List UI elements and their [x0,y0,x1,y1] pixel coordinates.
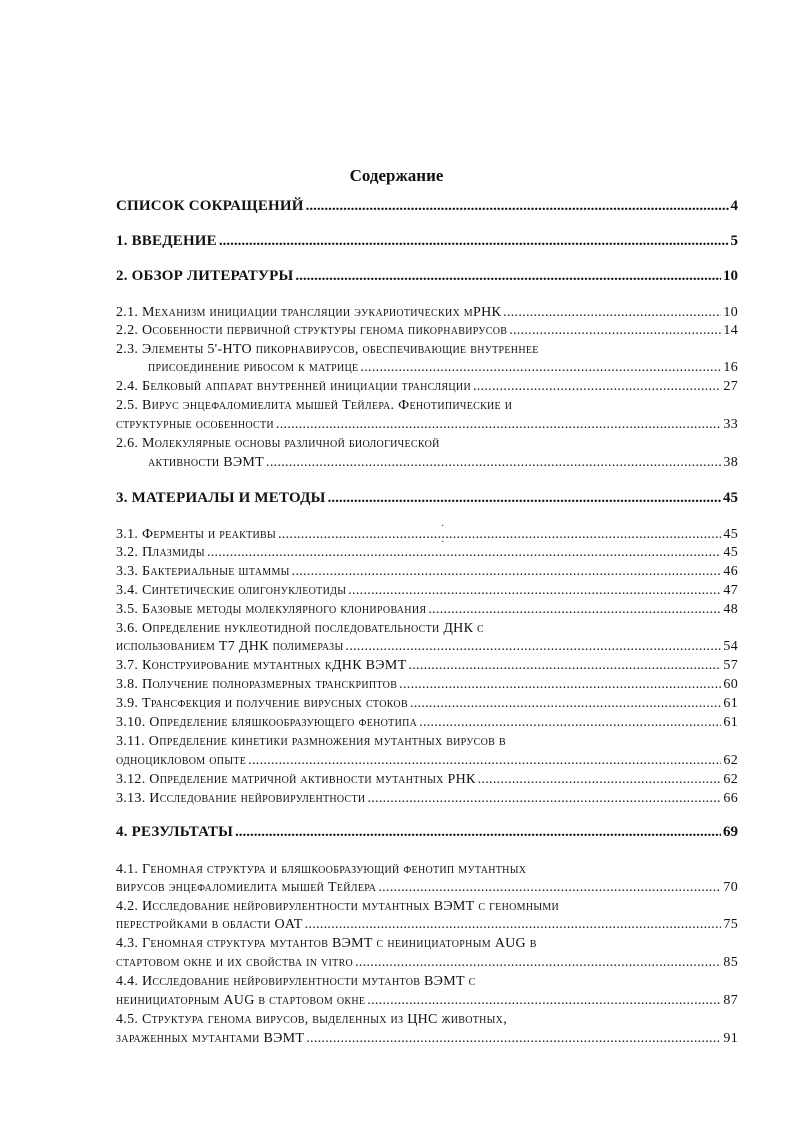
toc-entry-label: перестройками в области OAT [116,917,303,932]
toc-page-number: 4 [730,198,738,214]
toc-section-materials-methods[interactable] [116,491,738,506]
toc-page-number: 70 [723,880,738,895]
leader-dots [328,491,721,506]
toc-entry-label: 3.13. Исследование нейровирулентности [116,791,366,806]
toc-entry[interactable] [116,437,738,451]
toc-entry-continuation[interactable] [116,1032,738,1046]
leader-dots [408,659,721,673]
toc-entry-label: неинициаторным AUG в стартовом окне [116,993,366,1008]
toc-entry[interactable] [116,603,738,617]
leader-dots [306,1032,721,1046]
page-title: Содержание [349,166,444,185]
toc-page-number: 38 [723,455,738,470]
toc-page-number: 14 [723,323,738,338]
leader-dots [266,456,721,470]
toc-entry-label: 4.5. Структура генома вирусов, выделенных из ЦНС животных, [116,1012,507,1027]
leader-dots [219,234,729,249]
toc-page-number: 10 [723,305,738,320]
toc-page-number: 45 [723,490,738,506]
toc-entry-label: 3.12. Определение матричной активности мутантных РНК [116,772,476,787]
toc-entry-label: 2.1. Механизм инициации трансляции эукариотических мРНК [116,305,502,320]
toc-entry[interactable] [116,306,738,320]
toc-section-literature-review[interactable] [116,269,738,284]
toc-page-number: 47 [723,583,738,598]
toc-page-number: 16 [723,360,738,375]
toc-section-label: 1. ВВЕДЕНИЕ [116,233,217,249]
toc-entry-label: 3.3. Бактериальные штаммы [116,564,290,579]
toc-entry-label: 3.4. Синтетические олигонуклеотиды [116,583,347,598]
toc-entry-label: 3.1. Ферменты и реактивы [116,527,276,542]
toc-entry-continuation[interactable] [148,361,738,375]
leader-dots [346,640,722,654]
toc-entry-label: 2.3. Элементы 5'-НТО пикорнавирусов, обеспечивающие внутреннее [116,342,539,357]
leader-dots [305,918,722,932]
toc-section-label: СПИСОК СОКРАЩЕНИЙ [116,198,304,214]
leader-dots [348,584,721,598]
leader-dots [292,565,722,579]
toc-page-number: 66 [723,791,738,806]
toc-page-number: 45 [723,527,738,542]
toc-section-label: 2. ОБЗОР ЛИТЕРАТУРЫ [116,268,294,284]
toc-page-number: 62 [723,772,738,787]
toc-page-number: 91 [723,1031,738,1046]
toc-page-number: 69 [723,824,738,840]
leader-dots [419,716,721,730]
toc-entry-label: 3.11. Определение кинетики размножения мутантных вирусов в [116,734,506,749]
toc-page-number: 61 [723,696,738,711]
toc-entry[interactable] [116,716,738,730]
leader-dots [295,269,721,284]
toc-entry-label: 3.6. Определение нуклеотидной последовательности ДНК с [116,621,484,636]
toc-entry[interactable] [116,678,738,692]
toc-entry-label: 2.5. Вирус энцефаломиелита мышей Тейлера. Фенотипические и [116,398,513,413]
toc-entry[interactable] [116,659,738,673]
toc-entry[interactable] [116,380,738,394]
leader-dots [428,603,721,617]
leader-dots [207,546,721,560]
toc-entry[interactable] [116,1013,738,1027]
toc-entry-label: зараженных мутантами ВЭМТ [116,1031,305,1046]
toc-page-number: 85 [723,955,738,970]
toc-entry-continuation[interactable] [148,456,738,470]
toc-entry-label: 2.2. Особенности первичной структуры генома пикорнавирусов [116,323,508,338]
toc-page-number: 60 [723,677,738,692]
toc-entry[interactable] [116,773,738,787]
leader-dots [235,825,721,840]
toc-entry-label: активности ВЭМТ [148,455,265,470]
toc-page-number: 48 [723,602,738,617]
leader-dots [278,528,721,542]
toc-section-label: 3. МАТЕРИАЛЫ И МЕТОДЫ [116,490,326,506]
leader-dots [503,306,721,320]
toc-page-number: 62 [723,753,738,768]
toc-entry-continuation[interactable] [116,881,738,895]
toc-entry-label: 2.4. Белковый аппарат внутренней инициации трансляции [116,379,471,394]
toc-entry[interactable] [116,735,738,749]
toc-entry-label: 3.8. Получение полноразмерных транскриптов [116,677,398,692]
toc-entry[interactable] [116,863,738,877]
toc-entry-label: 2.6. Молекулярные основы различной биологической [116,436,440,451]
toc-entry-label: 3.10. Определение бляшкообразующего фенотипа [116,715,418,730]
leader-dots [378,881,721,895]
toc-entry-continuation[interactable] [116,754,738,768]
toc-section-results[interactable] [116,825,738,840]
scan-mark: · [441,537,445,548]
toc-entry[interactable] [116,792,738,806]
toc-page-number: 5 [730,233,738,249]
toc-page-number: 61 [723,715,738,730]
toc-entry[interactable] [116,324,738,338]
toc-entry[interactable] [116,343,738,357]
toc-entry[interactable] [116,937,738,951]
toc-entry-label: использованием Т7 ДНК полимеразы [116,639,344,654]
scan-mark: · [441,521,445,532]
toc-entry[interactable] [116,697,738,711]
toc-entry-label: присоединение рибосом к матрице [148,360,359,375]
leader-dots [399,678,721,692]
toc-section-abbreviations[interactable] [116,199,738,214]
toc-page-number: 10 [723,268,738,284]
toc-entry-label: структурные особенности [116,417,274,432]
leader-dots [306,199,729,214]
toc-entry[interactable] [116,900,738,914]
toc-page-number: 46 [723,564,738,579]
toc-entry-label: 4.1. Геномная структура и бляшкообразующий фенотип мутантных [116,862,527,877]
toc-page-number: 87 [723,993,738,1008]
leader-dots [355,956,721,970]
toc-page-number: 54 [723,639,738,654]
leader-dots [367,994,721,1008]
toc-entry-label: 4.3. Геномная структура мутантов ВЭМТ с неинициаторным AUG в [116,936,537,951]
leader-dots [473,380,721,394]
toc-section-introduction[interactable] [116,234,738,249]
toc-entry-label: 3.7. Конструирование мутантных кДНК ВЭМТ [116,658,407,673]
toc-entry[interactable] [116,546,738,560]
toc-page-number: 75 [723,917,738,932]
toc-entry[interactable] [116,565,738,579]
leader-dots [367,792,721,806]
toc-entry[interactable] [116,975,738,989]
toc-entry-label: 3.2. Плазмиды [116,545,205,560]
toc-entry-continuation[interactable] [116,640,738,654]
toc-page-number: 33 [723,417,738,432]
toc-entry-label: 3.5. Базовые методы молекулярного клонирования [116,602,427,617]
toc-entry[interactable] [116,399,738,413]
toc-entry-label: 4.4. Исследование нейровирулентности мутантов ВЭМТ с [116,974,476,989]
leader-dots [478,773,722,787]
toc-entry-label: вирусов энцефаломиелита мышей Тейлера [116,880,377,895]
toc-page-number: 57 [723,658,738,673]
toc-entry-label: стартовом окне и их свойства in vitro [116,955,354,970]
leader-dots [248,754,721,768]
toc-entry-continuation[interactable] [116,918,738,932]
toc-entry[interactable] [116,584,738,598]
toc-entry-label: 4.2. Исследование нейровирулентности мутантных ВЭМТ с геномными [116,899,560,914]
leader-dots [276,418,721,432]
toc-entry-continuation[interactable] [116,956,738,970]
toc-entry-continuation[interactable] [116,418,738,432]
toc-entry-label: одноцикловом опыте [116,753,247,768]
leader-dots [509,324,721,338]
toc-entry-label: 3.9. Трансфекция и получение вирусных стоков [116,696,408,711]
toc-page-number: 27 [723,379,738,394]
leader-dots [410,697,721,711]
toc-entry-continuation[interactable] [116,994,738,1008]
leader-dots [360,361,721,375]
toc-section-label: 4. РЕЗУЛЬТАТЫ [116,824,233,840]
toc-entry[interactable] [116,528,738,542]
toc-entry[interactable] [116,622,738,636]
toc-page-number: 45 [723,545,738,560]
